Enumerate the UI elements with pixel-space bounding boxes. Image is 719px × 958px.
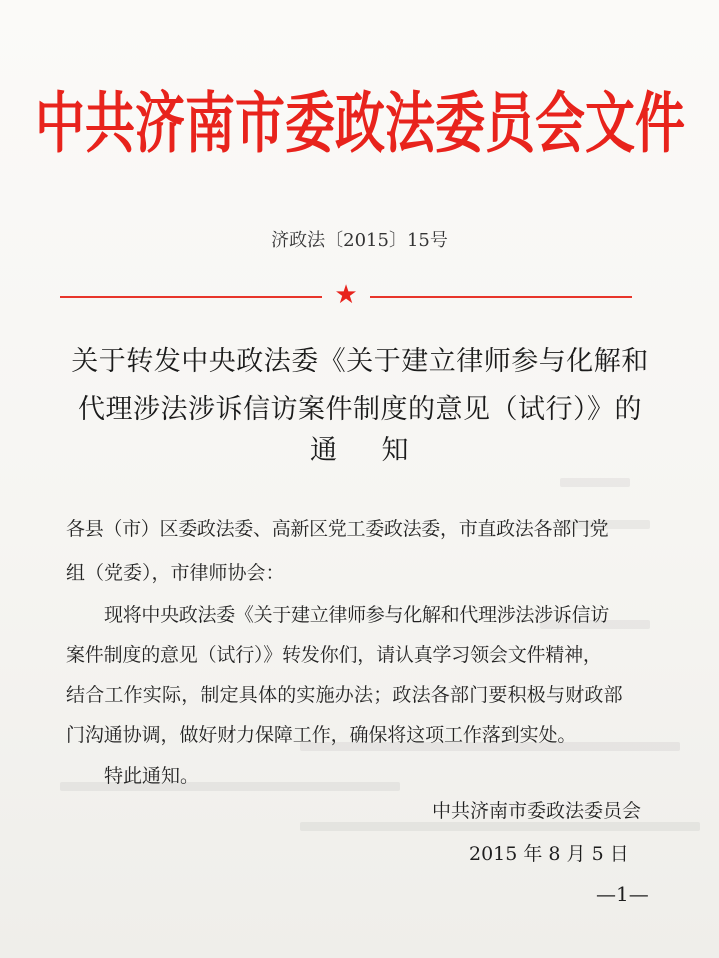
notice-title-line-2: 代理涉法涉诉信访案件制度的意见（试行）》的 [78,394,642,425]
star-icon: ★ [334,280,358,310]
document-masthead: 中共济南市委政法委员会文件 [35,85,685,162]
notice-title-char: 通 [310,435,338,466]
closing-phrase: 特此通知。 [104,765,200,787]
issuer-signature: 中共济南市委政法委员会 [432,800,642,822]
addressee-line-1: 各县（市）区委政法委、高新区党工委政法委，市直政法各部门党 [66,518,609,540]
addressee-line-2: 组（党委），市律师协会： [66,562,285,584]
body-paragraph-line-2: 案件制度的意见（试行）》转发你们，请认真学习领会文件精神， [66,644,602,666]
issue-date: 2015 年 8 月 5 日 [469,843,629,865]
bleed-through-mark [560,478,630,487]
notice-title-line-1: 关于转发中央政法委《关于建立律师参与化解和 [71,346,649,377]
red-rule-left [60,296,322,298]
notice-title-line-3 [0,428,719,467]
bleed-through-mark [300,822,700,831]
red-rule-right [370,296,632,298]
body-paragraph-line-1: 现将中央政法委《关于建立律师参与化解和代理涉法涉诉信访 [104,604,609,626]
notice-title-char: 知 [381,435,409,466]
body-paragraph-line-3: 结合工作实际，制定具体的实施办法；政法各部门要积极与财政部 [66,684,623,706]
page-number: —1— [596,882,649,906]
document-number: 济政法〔2015〕15号 [271,230,448,251]
body-paragraph-line-4: 门沟通协调，做好财力保障工作，确保将这项工作落到实处。 [66,724,577,746]
